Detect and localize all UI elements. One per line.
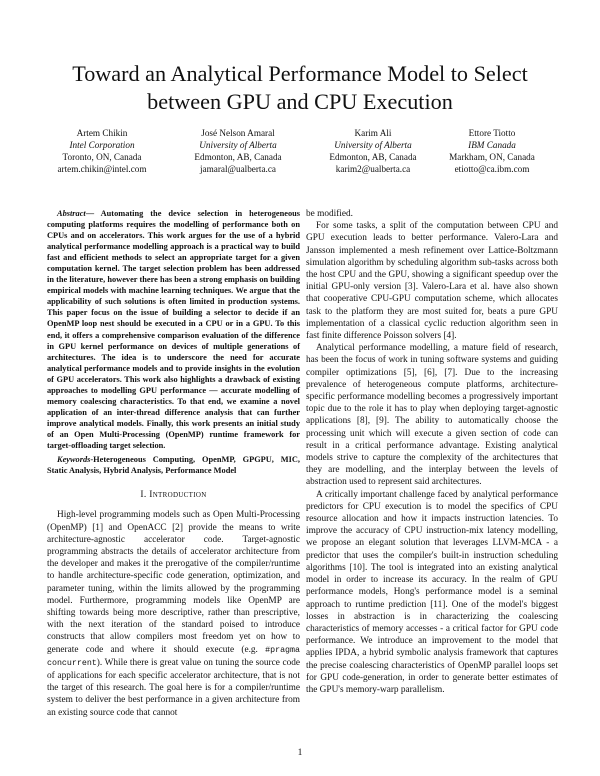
author-affiliation: IBM Canada (468, 140, 516, 150)
author-location: Edmonton, AB, Canada (194, 152, 282, 162)
author-name: Karim Ali (354, 128, 392, 138)
author-1 (27, 127, 177, 175)
abstract (47, 208, 300, 451)
author-email: jamaral@ualberta.ca (199, 164, 277, 174)
intro-paragraph-3: Analytical performance modelling, a mature field of research, has been the focus of work in tuning software systems and guiding compiler optimizations [5], [6], [7]. Due to the increasing prevalence of heterogeneous compute platforms, architecture-specific performance modelling becomes a progressively important topic due to the role it has to play when deploying target-agnostic applications [8], [9]. The ability to automatically choose the processing unit which will execute a given section of code can result in a critical performance advantage. Existing analytical models strive to capture the complexity of the architectures that they are modelling, and the interplay between the levels of abstraction used to represent said architectures. (306, 343, 558, 488)
left-column (47, 208, 300, 719)
right-column (306, 208, 558, 696)
keywords (47, 454, 300, 476)
author-email: artem.chikin@intel.com (57, 164, 147, 174)
author-affiliation: University of Alberta (199, 140, 277, 150)
author-block (30, 127, 570, 175)
author-name: Artem Chikin (76, 128, 128, 138)
paper-title: Toward an Analytical Performance Model to Select between GPU and CPU Execution (72, 61, 528, 114)
abstract-label: Abstract (57, 209, 86, 218)
author-name: Ettore Tiotto (468, 128, 516, 138)
author-location: Edmonton, AB, Canada (329, 152, 417, 162)
author-affiliation: Intel Corporation (69, 140, 135, 150)
author-affiliation: University of Alberta (334, 140, 412, 150)
author-email: etiotto@ca.ibm.com (454, 164, 530, 174)
page-number: 1 (297, 748, 303, 758)
section-heading: I. Introduction (140, 490, 207, 501)
author-email: karim2@ualberta.ca (335, 164, 411, 174)
intro-paragraph-4: A critically important challenge faced by analytical performance predictors for CPU execution is to model the specifics of CPU resource allocation and how it impacts instruction latencies. To improve the accuracy of CPU instruction-mix latency modelling, we propose an elegant solution that leverages LLVM-MCA - a predictor that uses the compiler's built-in instruction scheduling algorithms [10]. The tool is integrated into an existing analytical model in order to increase its accuracy. In the realm of GPU performance models, Hong's performance model is a seminal approach to runtime prediction [11]. One of the model's biggest losses in abstraction is in characterizing the coalescing characteristics of memory accesses - a critical factor for GPU code performance. We introduce an improvement to the model that applies IPDA, a hybrid symbolic analysis framework that captures the precise coalescing characteristics of OpenMP parallel loops set for GPU code-generation, in order to generate better estimates of the GPU's memory-warp parallelism. (306, 489, 558, 695)
author-location: Toronto, ON, Canada (62, 152, 142, 162)
author-name: José Nelson Amaral (201, 128, 275, 138)
inline-code: #pragma concurrent (47, 645, 300, 668)
author-location: Markham, ON, Canada (449, 152, 535, 162)
abstract-text: — Automating the device selection in heterogeneous computing platforms requires the modelling of performance both on CPUs and on accelerators. This work argues for the use of a hybrid analytical performance modelling approach is a practical way to build fast and efficient methods to select an appropriate target for a given computation kernel. The target selection problem has been addressed in the literature, however there has been a strong emphasis on building empirical models with machine learning techniques. We argue that the applicability of such solutions is often limited in production systems. This paper focus on the issue of building a selector to decide if an OpenMP loop nest should be executed in a CPU or in a GPU. To this end, it offers a comprehensive comparison evaluation of the difference in GPU kernel performance on devices of multiple generations of architectures. The idea is to underscore the need for accurate analytical performance models and to provide insights in the evolution of GPU accelerators. This work also highlights a drawback of existing approaches to modelling GPU performance — accurate modelling of memory coalescing characteristics. To that end, we examine a novel application of an inter-thread difference analysis that can further improve analytical models. Finally, this work presents an initial study of an Open Multi-Processing (OpenMP) runtime framework for target-offloading target selection. (47, 209, 300, 450)
intro-paragraph-1: High-level programming models such as Open Multi-Processing (OpenMP) [1] and OpenACC [2] provide the means to write architecture-agnostic accelerator code. Target-agnostic programming abstracts the details of accelerator architecture from the developer and makes it the prerogative of the compiler/runtime to handle architecture-specific code generation, optimization, and parameter tuning, within the limits allowed by the programming model. Furthermore, programming models like OpenMP are shifting towards being more descriptive, rather than prescriptive, with the next iteration of the standard poised to introduce constructs that allow compilers most freedom yet on how to generate code and where it should execute (e.g. #pragma concurrent). While there is great value on tuning the source code of applications for each specific accelerator architecture, that is not the target of this research. The goal here is for a compiler/runtime system to deliver the best performance in a given architecture from an existing source code that cannot (47, 510, 300, 718)
keywords-label: Keywords (57, 455, 91, 465)
intro-paragraph-continued: be modified. (306, 209, 353, 219)
author-2 (163, 127, 313, 175)
keywords-text: -Heterogeneous Computing, OpenMP, GPGPU, MIC, Static Analysis, Hybrid Analysis, Performance Model (47, 455, 300, 476)
author-4 (417, 127, 567, 175)
intro-paragraph-2: For some tasks, a split of the computation between CPU and GPU execution leads to better performance. Valero-Lara and Jansson implemented a mesh refinement over Lattice-Boltzmann simulation algorithm by scheduling algorithm sub-tasks across both the host CPU and the GPU, showing a significant speedup over the initial GPU-only version [3]. Valero-Lara et al. have also shown that cooperative CPU-GPU computation scheme, which allocates task to the platform they are most suited for, beats a pure GPU implementation of a classical cyclic reduction algorithm seen in fast finite difference Poisson solvers [4]. (306, 221, 558, 342)
